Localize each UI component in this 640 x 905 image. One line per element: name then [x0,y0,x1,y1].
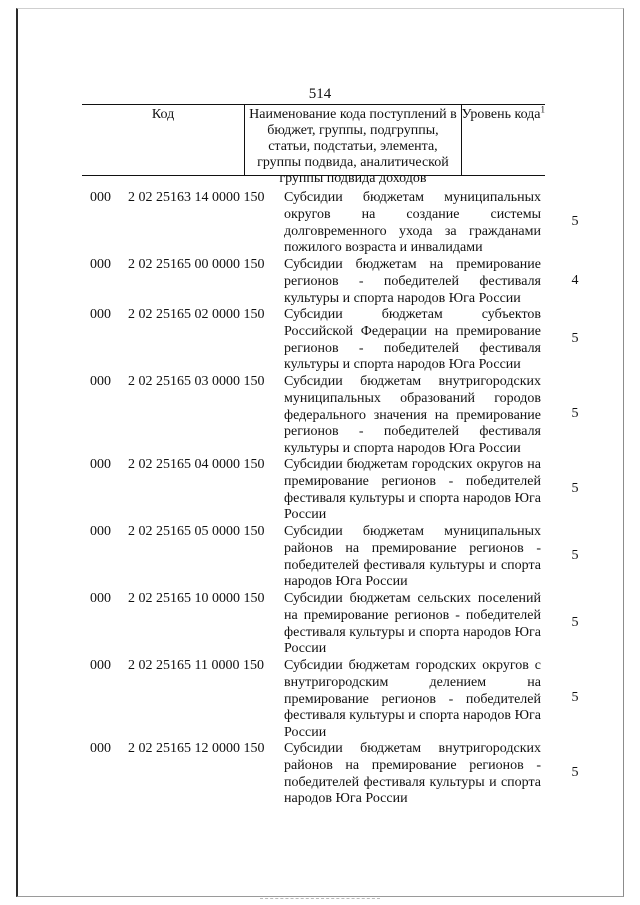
row-level: 5 [571,765,579,780]
row-name: Субсидии бюджетам внутригородских районов на премирование регионов - победителей фестиваля культуры и спорта народов Юга России [284,741,541,807]
row-code: 2 02 25165 11 0000 150 [128,658,264,673]
row-code: 2 02 25165 00 0000 150 [128,257,265,272]
row-code: 2 02 25165 04 0000 150 [128,457,265,472]
row-level: 4 [571,273,579,288]
row-admin-code: 000 [90,591,111,606]
row-level: 5 [571,690,579,705]
table-header [82,104,545,186]
row-code: 2 02 25165 10 0000 150 [128,591,265,606]
header-level [462,105,545,175]
row-admin-code: 000 [90,374,111,389]
row-name: Субсидии бюджетам на премирование регионов - победителей фестиваля культуры и спорта народов Юга России [284,257,541,306]
row-admin-code: 000 [90,658,111,673]
row-code: 2 02 25165 02 0000 150 [128,307,265,322]
row-name: Субсидии бюджетам субъектов Российской Федерации на премирование регионов - победителей фестиваля культуры и спорта народов Юга России [284,307,541,373]
row-name: Субсидии бюджетам сельских поселений на премирование регионов - победителей фестиваля культуры и спорта народов Юга России [284,591,541,657]
row-code: 2 02 25165 05 0000 150 [128,524,265,539]
row-code: 2 02 25165 03 0000 150 [128,374,265,389]
row-level: 5 [571,481,579,496]
row-name: Субсидии бюджетам муниципальных районов на премирование регионов - победителей фестиваля культуры и спорта народов Юга России [284,524,541,590]
header-level-text: Уровень кода [461,107,541,122]
row-name: Субсидии бюджетам городских округов с внутригородским делением на премирование регионов - победителей фестиваля культуры и спорта народов Юга России [284,658,541,741]
row-level: 5 [571,214,579,229]
row-level: 5 [571,331,579,346]
header-level-footnote: 1 [540,104,545,115]
row-code: 2 02 25165 12 0000 150 [128,741,265,756]
row-admin-code: 000 [90,457,111,472]
row-name: Субсидии бюджетам городских округов на премирование регионов - победителей фестиваля культуры и спорта народов Юга России [284,457,541,523]
row-admin-code: 000 [90,524,111,539]
scan-artifact [260,898,380,901]
row-admin-code: 000 [90,257,111,272]
row-level: 5 [571,615,579,630]
row-code: 2 02 25163 14 0000 150 [128,190,265,205]
row-admin-code: 000 [90,741,111,756]
row-name: Субсидии бюджетам муниципальных округов на создание системы долговременного ухода за гражданами пожилого возраста и инвалидами [284,190,541,256]
page-number: 514 [308,86,332,102]
row-level: 5 [571,548,579,563]
row-level: 5 [571,406,579,421]
row-admin-code: 000 [90,190,111,205]
header-name: Наименование кода поступлений в бюджет, группы, подгруппы, статьи, подстатьи, элемента, группы подвида, аналитической группы подвида доходов [245,105,461,175]
header-code: Код [82,105,245,175]
row-admin-code: 000 [90,307,111,322]
row-name: Субсидии бюджетам внутригородских муниципальных образований городов федерального значения на премирование регионов - победителей фестиваля культуры и спорта народов Юга России [284,374,541,457]
